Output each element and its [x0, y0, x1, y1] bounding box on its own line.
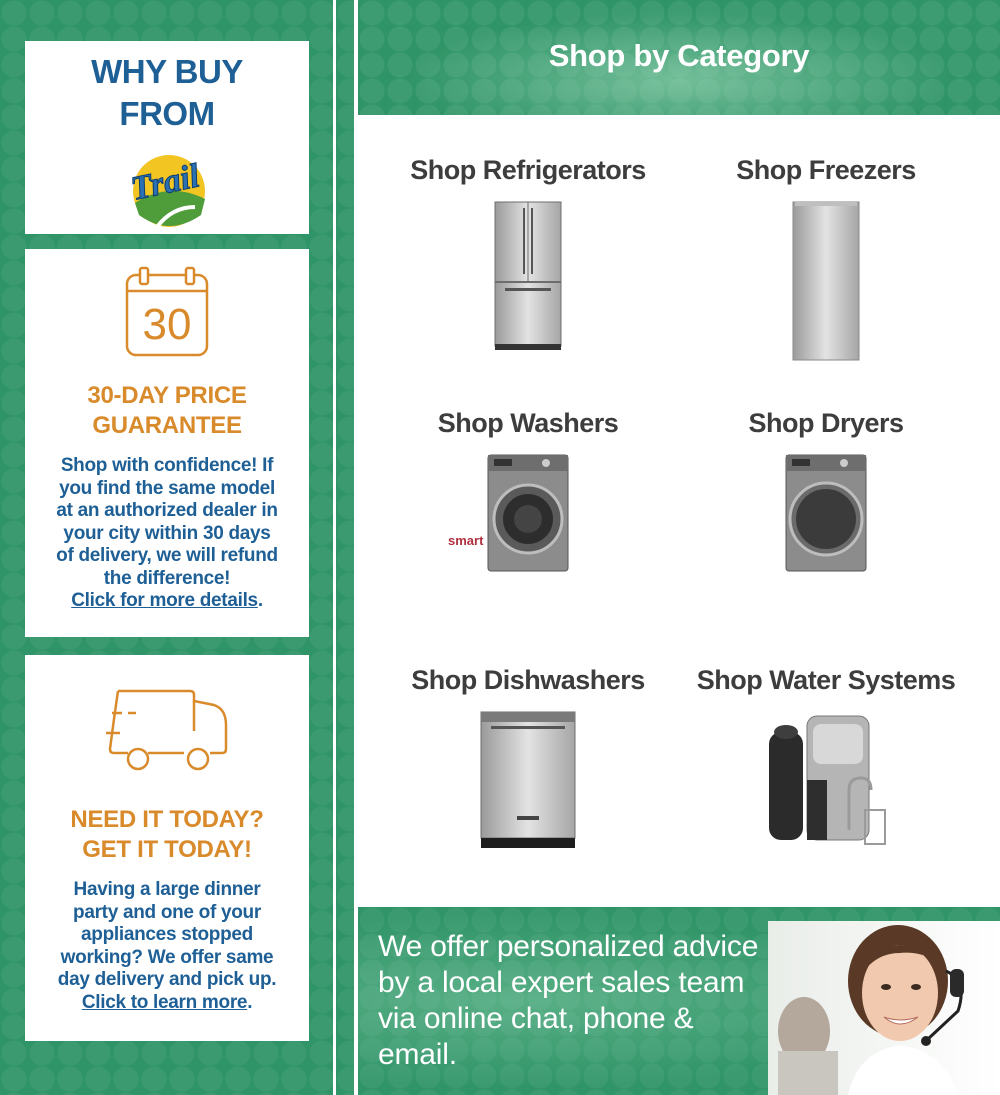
delivery-heading: NEED IT TODAY? GET IT TODAY! [70, 806, 264, 863]
category-dryers[interactable] [676, 408, 976, 573]
delivery-text: Having a large dinner party and one of your appliances stopped working? We offer same day delivery and pick up. Click to learn more. [57, 879, 277, 1013]
learn-more-link[interactable]: Click to learn more [81, 991, 248, 1013]
advice-banner [358, 907, 1000, 1095]
category-washers[interactable] [378, 408, 678, 573]
category-water-systems[interactable] [676, 665, 976, 850]
category-header [358, 0, 1000, 115]
more-details-link[interactable]: Click for more details [71, 590, 258, 611]
decorative-strip [336, 0, 354, 1095]
guarantee-heading: 30-DAY PRICE GUARANTEE [87, 382, 247, 439]
left-sidebar [0, 0, 333, 1095]
why-buy-panel [25, 41, 309, 234]
dryer-icon [784, 453, 868, 573]
trail-logo [117, 141, 217, 237]
guarantee-text: Shop with confidence! If you find the same model at an authorized dealer in your city within 30 days of delivery, we will refund the difference! Click for more details. [56, 455, 278, 611]
dishwasher-icon [479, 710, 577, 850]
freezer-icon [791, 200, 861, 362]
category-label: Shop Dryers [748, 408, 904, 438]
watermark-text: smart [448, 533, 484, 548]
category-freezers[interactable] [676, 155, 976, 362]
calendar-icon [124, 265, 210, 359]
water-system-icon [761, 710, 891, 850]
delivery-truck-icon [102, 683, 232, 783]
calendar-number: 30 [142, 300, 192, 349]
category-label: Shop Refrigerators [410, 155, 646, 185]
category-label: Shop Freezers [736, 155, 916, 185]
why-buy-title: WHY BUY FROM [91, 53, 243, 132]
refrigerator-icon [493, 200, 563, 352]
page-title: Shop by Category [548, 38, 810, 73]
category-label: Shop Washers [437, 408, 619, 438]
washer-icon [486, 453, 570, 573]
svg-text:Trail: Trail [127, 157, 203, 208]
price-guarantee-panel [25, 249, 309, 637]
sales-agent-photo [768, 921, 1000, 1095]
advice-text: We offer personalized advice by a local expert sales team via online chat, phone & email. [378, 930, 759, 1071]
category-dishwashers[interactable] [378, 665, 678, 850]
category-refrigerators[interactable] [378, 155, 678, 352]
same-day-delivery-panel [25, 655, 309, 1041]
category-label: Shop Water Systems [696, 665, 956, 695]
category-grid [358, 115, 1000, 907]
category-label: Shop Dishwashers [411, 665, 645, 695]
